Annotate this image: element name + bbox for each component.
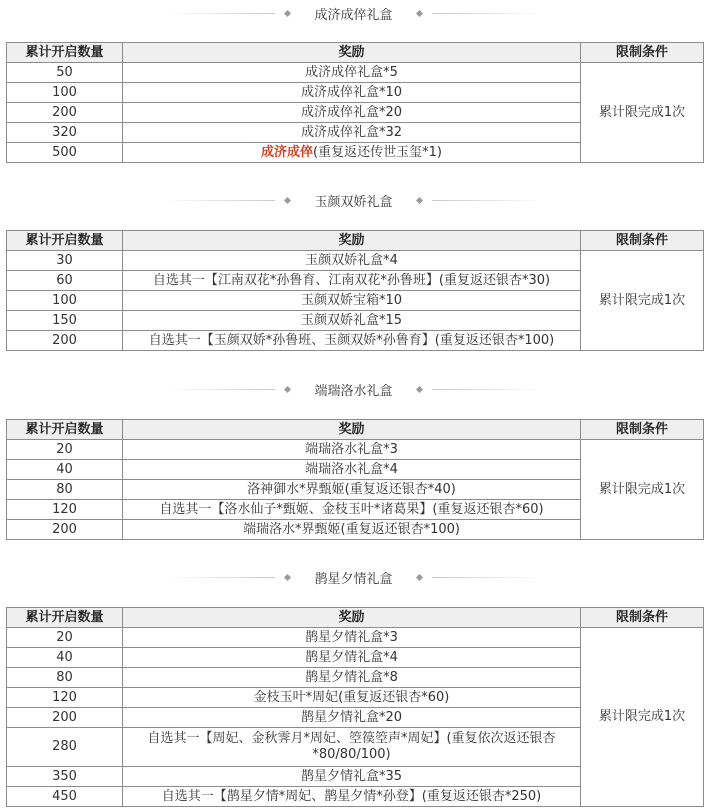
section-header [0,3,707,23]
count-cell: 80 [7,668,123,688]
reward-cell: 金枝玉叶*周妃(重复返还银杏*60) [123,688,581,708]
diamond-icon [284,9,291,16]
count-cell: 150 [7,311,123,331]
reward-cell: 成济成倅礼盒*5 [123,63,581,83]
reward-cell: 成济成倅礼盒*20 [123,103,581,123]
diamond-icon [415,9,422,16]
count-cell: 20 [7,628,123,648]
section-title: 端瑞洛水礼盒 [314,383,393,399]
condition-cell: 累计限完成1次 [581,628,704,807]
count-cell: 60 [7,271,123,291]
count-cell: 120 [7,688,123,708]
reward-cell: 鹊星夕情礼盒*35 [123,767,581,787]
count-cell: 30 [7,251,123,271]
header-reward: 奖励 [123,608,581,628]
diamond-icon [415,196,422,203]
table-row [7,63,704,83]
condition-cell: 累计限完成1次 [581,251,704,351]
diamond-icon [284,385,291,392]
reward-cell: 鹊星夕情礼盒*8 [123,668,581,688]
reward-cell: 端瑞洛水礼盒*4 [123,460,581,480]
reward-cell: 成济成倅礼盒*32 [123,123,581,143]
diamond-icon [415,573,422,580]
reward-cell: 端瑞洛水礼盒*3 [123,440,581,460]
diamond-icon [284,196,291,203]
section-header [0,190,707,210]
section-title: 玉颜双娇礼盒 [314,194,393,210]
reward-cell: 自选其一【江南双花*孙鲁育、江南双花*孙鲁班】(重复返还银杏*30) [123,271,581,291]
table-header-row [7,231,704,251]
count-cell: 40 [7,648,123,668]
count-cell: 280 [7,728,123,767]
table-row [7,251,704,271]
section-title: 鹊星夕情礼盒 [314,571,393,587]
divider-line [165,200,275,201]
reward-cell: 玉颜双娇礼盒*4 [123,251,581,271]
header-reward: 奖励 [123,43,581,63]
table-header-row [7,608,704,628]
divider-line [432,200,542,201]
count-cell: 80 [7,480,123,500]
header-condition: 限制条件 [581,43,704,63]
reward-cell: 自选其一【洛水仙子*甄姬、金枝玉叶*诸葛果】(重复返还银杏*60) [123,500,581,520]
diamond-icon [284,573,291,580]
header-count: 累计开启数量 [7,231,123,251]
header-condition: 限制条件 [581,420,704,440]
table-row [7,628,704,648]
divider-line [165,577,275,578]
divider-line [165,13,275,14]
count-cell: 200 [7,103,123,123]
reward-cell: 自选其一【鹊星夕情*周妃、鹊星夕情*孙登】(重复返还银杏*250) [123,787,581,807]
reward-cell: 鹊星夕情礼盒*4 [123,648,581,668]
count-cell: 120 [7,500,123,520]
section-title: 成济成倅礼盒 [314,7,393,23]
reward-cell [123,143,581,163]
count-cell: 100 [7,83,123,103]
header-count: 累计开启数量 [7,420,123,440]
header-reward: 奖励 [123,420,581,440]
divider-line [432,13,542,14]
table-header-row [7,43,704,63]
section-header [0,379,707,399]
header-condition: 限制条件 [581,608,704,628]
count-cell: 200 [7,331,123,351]
condition-cell: 累计限完成1次 [581,440,704,540]
table-row [7,440,704,460]
reward-cell: 端瑞洛水*界甄姬(重复返还银杏*100) [123,520,581,540]
table-header-row [7,420,704,440]
divider-line [432,389,542,390]
count-cell: 200 [7,520,123,540]
reward-cell: 自选其一【周妃、金秋霁月*周妃、箜篌箜声*周妃】(重复依次返还银杏*80/80/100) [123,728,581,767]
reward-cell: 自选其一【玉颜双娇*孙鲁班、玉颜双娇*孙鲁育】(重复返还银杏*100) [123,331,581,351]
header-reward: 奖励 [123,231,581,251]
section-header [0,567,707,587]
reward-note: (重复返还传世玉玺*1) [313,144,442,160]
reward-cell: 成济成倅礼盒*10 [123,83,581,103]
diamond-icon [415,385,422,392]
count-cell: 50 [7,63,123,83]
divider-line [432,577,542,578]
reward-cell: 玉颜双娇宝箱*10 [123,291,581,311]
count-cell: 350 [7,767,123,787]
divider-line [165,389,275,390]
reward-table [6,42,704,163]
highlighted-reward: 成济成倅 [261,144,314,160]
count-cell: 450 [7,787,123,807]
count-cell: 40 [7,460,123,480]
reward-table [6,419,704,540]
reward-table [6,230,704,351]
count-cell: 100 [7,291,123,311]
reward-cell: 鹊星夕情礼盒*3 [123,628,581,648]
count-cell: 20 [7,440,123,460]
reward-table [6,607,704,807]
reward-cell: 洛神御水*界甄姬(重复返还银杏*40) [123,480,581,500]
count-cell: 200 [7,708,123,728]
count-cell: 320 [7,123,123,143]
header-count: 累计开启数量 [7,608,123,628]
reward-cell: 玉颜双娇礼盒*15 [123,311,581,331]
header-condition: 限制条件 [581,231,704,251]
count-cell: 500 [7,143,123,163]
condition-cell: 累计限完成1次 [581,63,704,163]
header-count: 累计开启数量 [7,43,123,63]
reward-cell: 鹊星夕情礼盒*20 [123,708,581,728]
